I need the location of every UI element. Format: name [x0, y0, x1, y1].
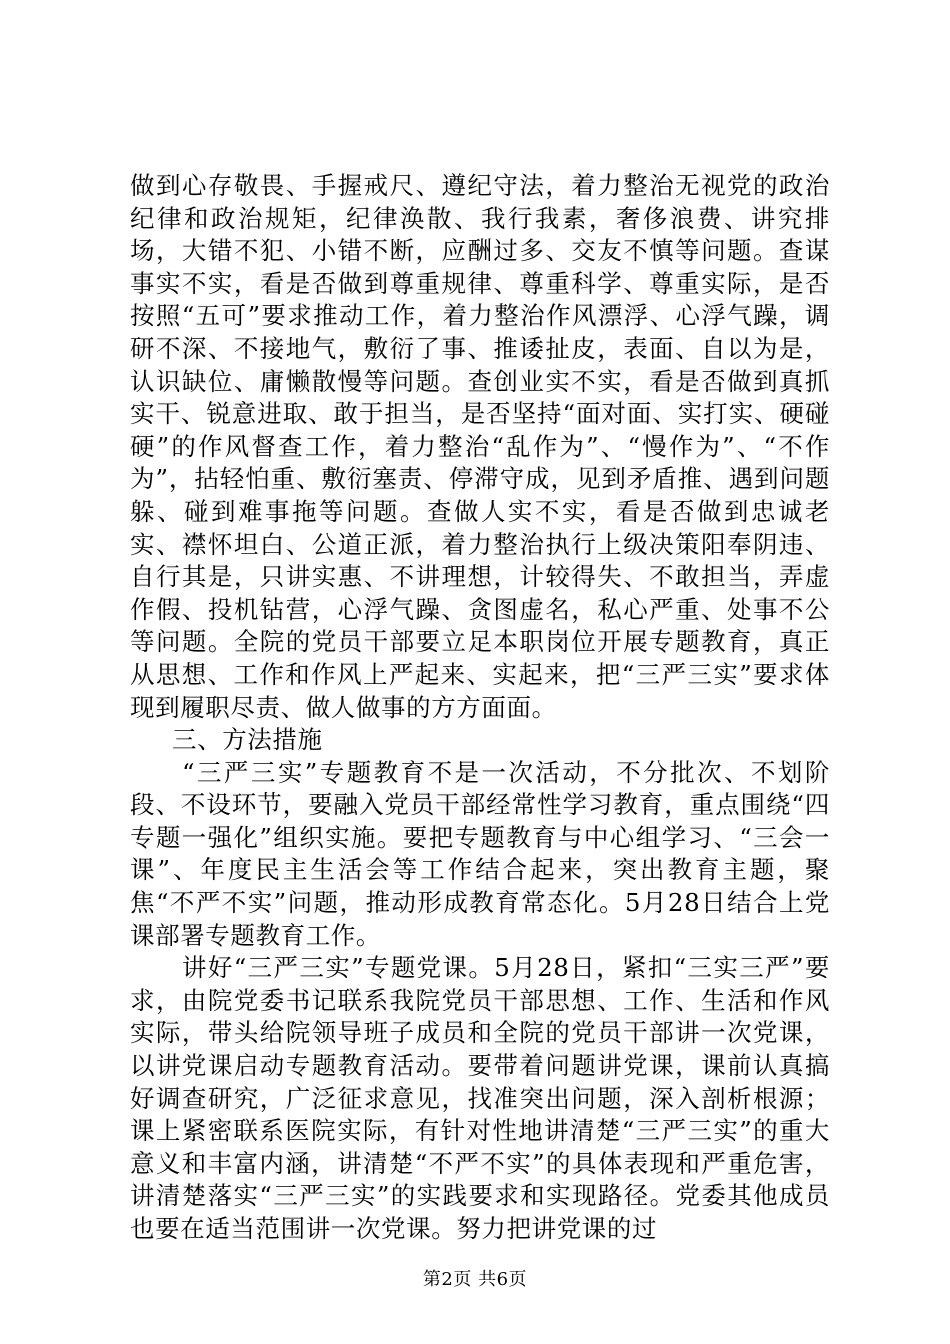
paragraph-methods-intro: “三严三实”专题教育不是一次活动，不分批次、不划阶段、不设环节，要融入党员干部经常性学习教育，重点围绕“四专题一强化”组织实施。要把专题教育与中心组学习、“三会一课”、年度民主生活会等工作结合起来，突出教育主题，聚焦“不严不实”问题，推动形成教育常态化。5月28日结合上党课部署专题教育工作。	[130, 757, 830, 950]
section-heading: 三、方法措施	[172, 725, 323, 755]
paragraph-party-lecture: 讲好“三严三实”专题党课。5月28日，紧扣“三实三严”要求，由院党委书记联系我院党员干部思想、工作、生活和作风实际，带头给院领导班子成员和全院的党员干部讲一次党课，以讲党课启动专题教育活动。要带着问题讲党课，课前认真搞好调查研究，广泛征求意见，找准突出问题，深入剖析根源；课上紧密联系医院实际，有针对性地讲清楚“三严三实”的重大意义和丰富内涵，讲清楚“不严不实”的具体表现和严重危害，讲清楚落实“三严三实”的实践要求和实现路径。党委其他成员也要在适当范围讲一次党课。努力把讲党课的过	[130, 953, 830, 1243]
page-number-footer: 第2页 共6页	[422, 1269, 528, 1290]
paragraph-continued: 做到心存敬畏、手握戒尺、遵纪守法，着力整治无视党的政治纪律和政治规矩，纪律涣散、我行我素，奢侈浪费、讲究排场，大错不犯、小错不断，应酬过多、交友不慎等问题。查谋事实不实，看是否做到尊重规律、尊重科学、尊重实际，是否按照“五可”要求推动工作，着力整治作风漂浮、心浮气躁，调研不深、不接地气，敷衍了事、推诿扯皮，表面、自以为是，认识缺位、庸懒散慢等问题。查创业实不实，看是否做到真抓实干、锐意进取、敢于担当，是否坚持“面对面、实打实、硬碰硬”的作风督查工作，着力整治“乱作为”、“慢作为”、“不作为”，拈轻怕重、敷衍塞责、停滞守成，见到矛盾推、遇到问题躲、碰到难事拖等问题。查做人实不实，看是否做到忠诚老实、襟怀坦白、公道正派，着力整治执行上级决策阳奉阴违、自行其是，只讲实惠、不讲理想，计较得失、不敢担当，弄虚作假、投机钻营，心浮气躁、贪图虚名，私心严重、处事不公等问题。全院的党员干部要立足本职岗位开展专题教育，真正从思想、工作和作风上严起来、实起来，把“三严三实”要求体现到履职尽责、做人做事的方方面面。	[130, 171, 830, 722]
document-body	[130, 170, 830, 1246]
